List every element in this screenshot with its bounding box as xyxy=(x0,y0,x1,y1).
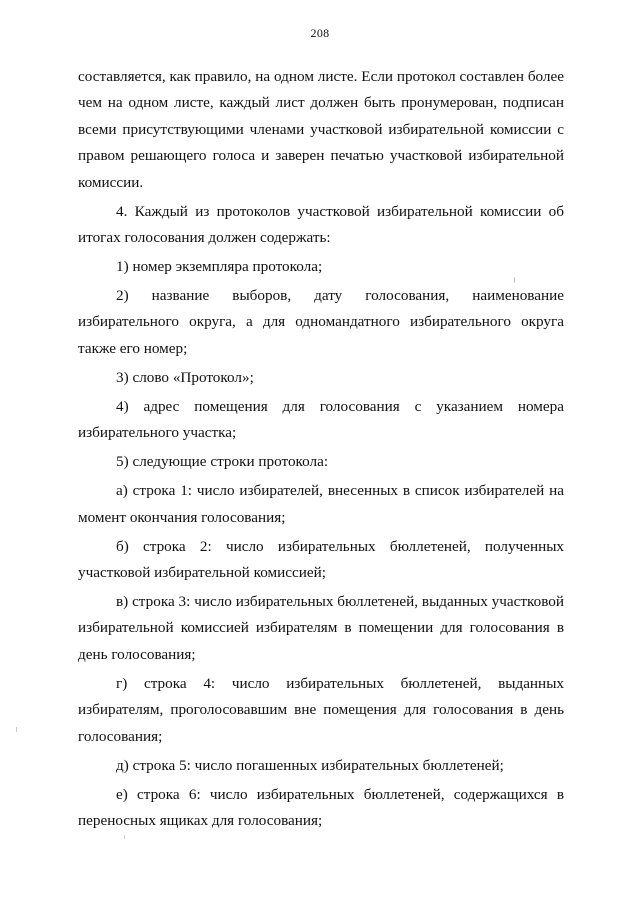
scan-speck xyxy=(16,727,17,732)
scan-speck xyxy=(124,835,125,839)
list-item-4: 4) адрес помещения для голосования с указанием номера избирательного участка; xyxy=(78,397,564,442)
list-item-2: 2) название выборов, дату голосования, наименование избирательного округа, а для одномандатного избирательного округа также его номер; xyxy=(78,287,564,357)
subitem-v: в) строка 3: число избирательных бюллетеней, выданных участковой избирательной комиссией избирателям в помещении для голосования в день голосования; xyxy=(78,593,564,663)
list-item-5: 5) следующие строки протокола: xyxy=(116,453,329,471)
list-item-1: 1) номер экземпляра протокола; xyxy=(116,258,323,276)
document-body xyxy=(78,64,564,837)
list-item-3: 3) слово «Протокол»; xyxy=(116,368,254,386)
subitem-a: а) строка 1: число избирателей, внесенных в список избирателей на момент окончания голосования; xyxy=(78,482,564,526)
paragraph-clause-4: 4. Каждый из протоколов участковой избирательной комиссии об итогах голосования должен содержать: xyxy=(78,202,564,247)
subitem-g: г) строка 4: число избирательных бюллетеней, выданных избирателям, проголосовавшим вне помещения для голосования в день голосования; xyxy=(78,674,564,745)
paragraph-continuation: составляется, как правило, на одном листе. Если протокол составлен более чем на одном листе, каждый лист должен быть пронумерован, подписан всеми присутствующими членами участковой избирательной комиссии с правом решающего голоса и заверен печатью участковой избирательной комиссии. xyxy=(78,68,564,191)
page-number: 208 xyxy=(310,26,330,40)
subitem-b: б) строка 2: число избирательных бюллетеней, полученных участковой избирательной комиссией; xyxy=(78,537,564,582)
scan-speck xyxy=(514,277,515,283)
subitem-d: д) строка 5: число погашенных избирательных бюллетеней; xyxy=(116,756,504,774)
subitem-e: е) строка 6: число избирательных бюллетеней, содержащихся в переносных ящиках для голосования; xyxy=(78,785,564,830)
